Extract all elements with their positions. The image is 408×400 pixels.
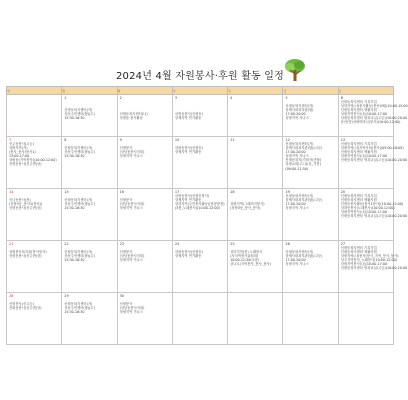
event-text: 상평동복지센터 영과교실(고등)(10:00-20:00 (340, 116, 408, 121)
event-text: 상평지역(나)지역사회(봉사)(09:00-18:00) (340, 146, 404, 151)
calendar-day-cell[interactable] (172, 95, 227, 137)
day-number: 4 (230, 96, 233, 100)
calendar-week-row (7, 241, 394, 293)
event-text: 상하지역(주민봉사활동)(봉봉봉봉) (174, 202, 225, 207)
calendar-week-row (7, 189, 394, 241)
event-text: 상평지역 거나스 (119, 154, 143, 159)
event-text: 신평동봉사(신평동) (174, 112, 203, 116)
calendar-day-cell[interactable] (7, 241, 62, 293)
day-number: 5 (285, 96, 288, 100)
weekday-header: 토 (338, 87, 393, 95)
event-text: 신평동복지센터(나) (119, 112, 148, 116)
event-text: 신평동봉사(신평동) (174, 250, 203, 254)
weekday-header: 일 (7, 87, 62, 95)
calendar-day-cell[interactable] (62, 95, 117, 137)
event-text: 상평지역 지나스 (285, 116, 309, 121)
day-number: 30 (119, 294, 125, 298)
calendar-table (6, 86, 408, 345)
event-text: 상평봉사복지관(봉사봉사) (9, 250, 47, 254)
day-number: 15 (64, 190, 69, 194)
calendar-day-cell[interactable] (117, 137, 172, 189)
event-text: 상평교회(주니)(상_거봉) (285, 162, 321, 167)
event-text: 상제사회복지관(합)(고등) (285, 254, 323, 259)
event-text: 신평봉사 (119, 198, 133, 202)
event-text: 신평동복지센터(거) (285, 142, 314, 146)
weekday-header: 금 (283, 87, 338, 95)
calendar-day-cell[interactable] (338, 241, 408, 293)
event-text: 신평봉사 (119, 146, 133, 150)
event-text: 신평동봉사활동(봉사1봉사)(10:00-12:00) (340, 202, 404, 207)
event-text: (상장3동_봉사1(봉사)) (9, 202, 43, 207)
day-number: 12 (285, 138, 290, 142)
day-number: 16 (119, 190, 125, 194)
event-text: 상동주민센터(합)(수) (64, 150, 95, 155)
event-text: 신나동봉사(봉) (9, 198, 31, 202)
weekday-header: 화 (117, 87, 172, 95)
calendar-day-cell[interactable] (283, 293, 338, 345)
weekday-header: 수 (172, 87, 227, 95)
event-text: 15:30-16:30 (64, 258, 85, 263)
day-number: 18 (230, 190, 235, 194)
day-number: 10 (174, 138, 180, 142)
calendar-day-cell[interactable] (117, 241, 172, 293)
weekday-header: 월 (62, 87, 117, 95)
calendar-day-cell[interactable] (228, 189, 283, 241)
day-number: 3 (174, 96, 178, 100)
page-title: 2024년 4월 자원봉사·후원 활동 일정 (115, 71, 285, 82)
calendar-day-cell[interactable] (228, 293, 283, 345)
weekday-header-row (7, 87, 394, 95)
event-text: 신평동복지센터 생활지원 (340, 108, 377, 113)
calendar-day-cell[interactable] (62, 189, 117, 241)
event-text: 상동주민센터(합)(수) (64, 202, 95, 207)
event-text: 신평동복지(가회사(종합) (285, 158, 322, 163)
event-text: 상평지역 거나스 (119, 206, 143, 211)
calendar-day-cell[interactable] (62, 241, 117, 293)
calendar-week-row (7, 293, 394, 345)
event-text: (봉사_봉사(봉사1) (9, 150, 36, 155)
event-text: 17:00-20:00 (285, 258, 306, 263)
day-number: 17 (174, 190, 180, 194)
event-text: 상평지역 거나스 (119, 258, 143, 263)
event-text: 신평동복지센터 영과교실(고등)(10:00-20:00 (340, 266, 408, 271)
event-text: 15:30-16:30 (64, 310, 85, 315)
event-text: 상제지역 연기활동 (174, 116, 202, 121)
day-number: 14 (9, 190, 14, 194)
day-number: 6 (340, 96, 343, 100)
event-text: 신평동봉사(신주변(상) (9, 254, 42, 259)
event-text: 신평동복지센터(거) (64, 146, 93, 150)
calendar-day-cell[interactable] (172, 241, 227, 293)
calendar-day-cell[interactable] (117, 293, 172, 345)
day-number: 19 (285, 190, 290, 194)
calendar-day-cell[interactable] (338, 293, 393, 345)
calendar-day-cell[interactable] (283, 95, 338, 137)
event-text: 상평지역 지나스 (285, 154, 309, 159)
day-number: 8 (64, 138, 67, 142)
event-text: 상평지역(거) (9, 146, 28, 151)
event-text: 신평봉사(신고등) (9, 302, 34, 306)
event-text: (09:00-11:50) (285, 166, 309, 171)
event-text: 상하동봉사(노래봉사)(10:00-12:00) (340, 206, 395, 211)
calendar-day-cell[interactable] (338, 137, 408, 189)
calendar-day-cell[interactable] (7, 95, 62, 137)
calendar-day-cell[interactable] (172, 189, 227, 241)
event-text: 상제사회복지관(합)(고등) (285, 146, 323, 151)
day-number: 11 (230, 138, 235, 142)
event-text: 상리지역(봉) 노래봉사 (230, 250, 263, 254)
event-text: 상평지역봉사(나)(10:00-17:00 (340, 262, 388, 267)
day-number: 13 (340, 138, 346, 142)
event-text: 신평동봉사(신주변(상) (9, 206, 42, 211)
event-text: (상남동봉사지회) (119, 202, 145, 207)
event-text: 신평봉사 (119, 302, 133, 306)
event-text: 신평동복지센터 생활지원 (340, 198, 377, 203)
event-text: 상제지역 연기활동 (174, 254, 202, 259)
day-number: 24 (174, 242, 180, 246)
calendar-day-cell[interactable] (117, 95, 172, 137)
event-text: 상평지역봉사(나)(10:00-17:00 (340, 210, 388, 215)
day-number: 27 (340, 242, 346, 246)
weekday-header: 목 (228, 87, 283, 95)
event-text: (사지역봉사위원회) (230, 254, 259, 259)
calendar-day-cell[interactable] (283, 137, 338, 189)
event-text: 신평동봉사(신주변(상) (9, 306, 42, 311)
calendar-week-row (7, 137, 394, 189)
calendar-day-cell[interactable] (62, 137, 117, 189)
event-text: 신평봉사 (119, 250, 133, 254)
event-text: 상평지역(그래미지봉사) (230, 202, 265, 206)
event-text: 신평동복지센터 영과교실(고등)(10:00-20:00 (340, 158, 408, 163)
event-text: (상남동봉사지회) (119, 150, 145, 155)
event-text: 상제지역 연기활동 (174, 150, 202, 155)
event-text: 신평동복지센터 기록사업 (340, 100, 377, 104)
event-text: (3봉_노래봉사)(10:00-12:00) (174, 206, 220, 211)
event-text: 상동주민센터(합)(수) (64, 112, 95, 117)
calendar-day-cell[interactable] (7, 293, 62, 345)
event-text: 신평동복지센터 기록사업 (340, 194, 377, 198)
event-text: 신평동복지센터(거) (64, 198, 93, 202)
event-text: 15:30-16:30 (64, 154, 85, 159)
day-number: 29 (64, 294, 69, 298)
day-number: 28 (9, 294, 14, 298)
event-text: 상동주민센터(합)(수) (64, 306, 95, 311)
event-text: 신평동복지센터(거) (285, 194, 314, 198)
event-text: 신주동봉사(고등) (9, 142, 34, 146)
event-text: 상평동(지역봉사)(10:00-12:00) (9, 158, 57, 163)
event-text: 신평동봉사(신주변(상) (9, 162, 42, 167)
event-text: 17:00-20:00 (285, 202, 306, 207)
day-number: 23 (119, 242, 125, 246)
event-text: 상제사회복지관(합) (285, 108, 314, 113)
event-text: 상하지역(나)봉사활동(봉선4체)(10:00-15:00 (340, 104, 408, 109)
event-text: 상평지역봉사(나)(10:00-17:00 (340, 112, 388, 117)
calendar-day-cell[interactable] (338, 95, 408, 137)
event-text: 신평동복지센터 영과교실(고등)(10:00-20:00 (340, 214, 408, 219)
event-text: 15:30-16:30 (64, 206, 85, 211)
event-text: (상장3동_봉사_봉사) (230, 206, 261, 211)
day-number: 22 (64, 242, 69, 246)
day-number: 7 (9, 138, 12, 142)
event-text: 상주지역봉사_노래봉사(10:00-12:00) (340, 258, 397, 263)
event-text: 신평동봉사(신평동봉사) (174, 194, 210, 198)
calendar-day-cell[interactable] (228, 241, 283, 293)
event-text: 상평동 봉사활동 (119, 116, 143, 121)
event-text: 신평동복지센터(거) (285, 104, 314, 108)
event-text: 신평동복지센터(거) (64, 302, 93, 306)
event-text: 신평동복지센터 생활지원 (340, 150, 377, 155)
day-number: 2 (119, 96, 122, 100)
calendar-week-row (7, 95, 394, 137)
calendar-day-cell[interactable] (62, 293, 117, 345)
event-text: 10:00-12:30(오봉) (230, 258, 260, 263)
calendar-day-cell[interactable] (228, 137, 283, 189)
event-text: 신평동복지센터 생활지원 (340, 250, 377, 255)
event-text: 17:00-20:00 (285, 112, 306, 117)
event-text: 상평지역 거나스 (119, 310, 143, 315)
calendar-day-cell[interactable] (7, 189, 62, 241)
event-text: 상제지역 연기활동 (174, 198, 202, 203)
calendar-day-cell[interactable] (117, 189, 172, 241)
day-number: 25 (230, 242, 235, 246)
event-text: 상평지역봉사(나)(10:00-17:00 (340, 154, 388, 159)
calendar-day-cell[interactable] (283, 241, 338, 293)
event-text: 신평동봉사(신평동) (174, 146, 203, 150)
calendar-day-cell[interactable] (7, 137, 62, 189)
calendar-day-cell[interactable] (283, 189, 338, 241)
calendar-day-cell[interactable] (228, 95, 283, 137)
event-text: 13:00-17:00 (9, 154, 30, 159)
day-number: 9 (119, 138, 122, 142)
event-text: 신평동복지센터 기록사업 (340, 246, 377, 250)
event-text: 신평동복지센터 기록사업 (340, 142, 377, 146)
day-number: 26 (285, 242, 290, 246)
day-number: 1 (64, 96, 67, 100)
calendar-day-cell[interactable] (338, 189, 408, 241)
tree-icon (284, 58, 306, 82)
event-text: 상제사회복지관(합)(고등) (285, 198, 323, 203)
event-text: 신평동복지센터(거) (64, 108, 93, 112)
calendar-day-cell[interactable] (172, 137, 227, 189)
event-text: 상동주민센터(합)(수) (64, 254, 95, 259)
event-text: 신평동복지센터(거) (64, 250, 93, 254)
event-text: 상평지역 지나스 (285, 206, 309, 211)
event-text: 동산(영)상평어머니(봉사)(10:00-12:00) (340, 120, 401, 125)
event-text: 상평지역 지나스 (285, 262, 309, 267)
day-number: 21 (9, 242, 14, 246)
event-text: 17:00-20:00 (285, 150, 306, 155)
event-text: 신평동복지센터(거) (285, 250, 314, 254)
event-text: 15:30-16:30 (64, 116, 85, 121)
calendar-day-cell[interactable] (172, 293, 227, 345)
event-text: 상평지역(나)봉사(봉사_지역_봉사_봉사) (340, 254, 399, 259)
event-text: (상남동봉사지회) (119, 254, 145, 259)
day-number: 20 (340, 190, 346, 194)
event-text: (상남동봉사지회) (119, 306, 145, 311)
event-text: 감나무(지역봉사_봉사_봉사) (230, 262, 272, 267)
